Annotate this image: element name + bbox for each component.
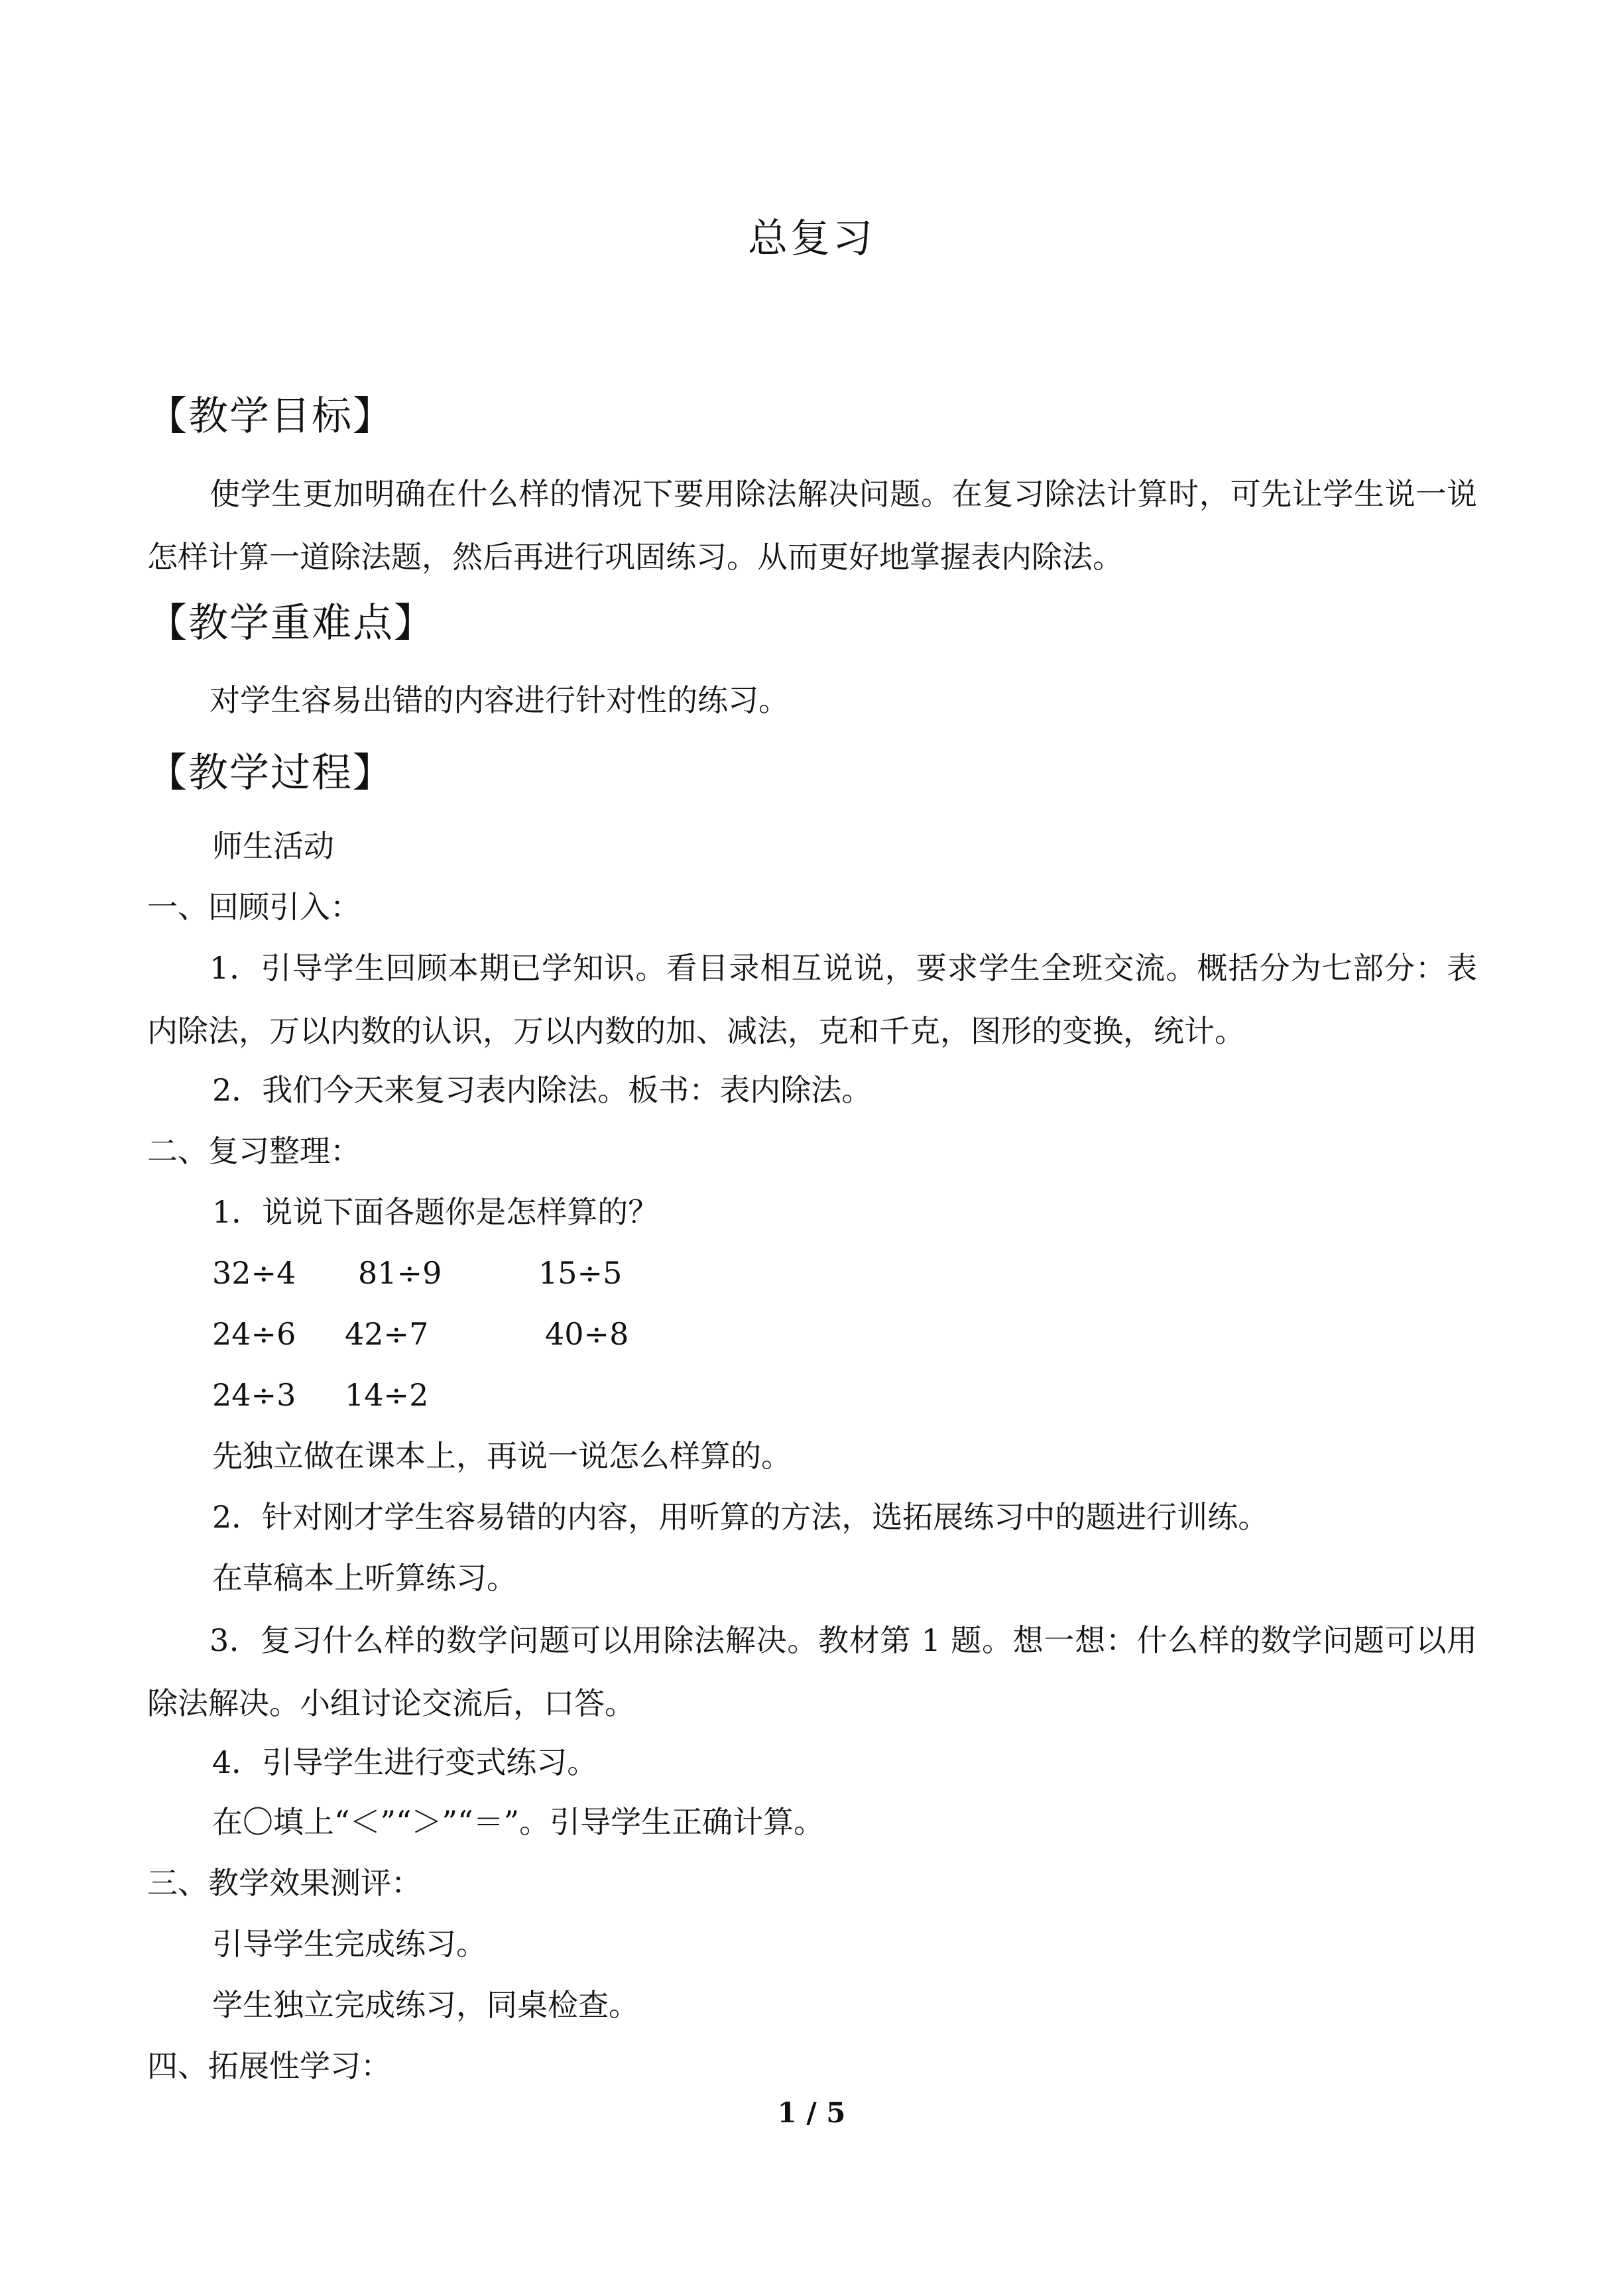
part2-note2: 在草稿本上听算练习。 [212,1560,517,1596]
part2-item3: 3．复习什么样的数学问题可以用除法解决。教材第 1 题。想一想：什么样的数学问题可以用除法解决。小组讨论交流后，口答。 [147,1622,1477,1721]
expression: 14÷2 [345,1377,429,1413]
process-heading: 【教学过程】 [147,750,394,796]
part1-heading: 一、回顾引入： [147,889,361,925]
part2-note4: 在〇填上“＜”“＞”“＝”。引导学生正确计算。 [212,1804,825,1840]
part3-line1: 引导学生完成练习。 [212,1926,487,1962]
part3-heading: 三、教学效果测评： [147,1865,422,1901]
part2-note1: 先独立做在课本上，再说一说怎么样算的。 [212,1438,792,1474]
objectives-paragraph: 使学生更加明确在什么样的情况下要用除法解决问题。在复习除法计算时，可先让学生说一说怎样计算一道除法题，然后再进行巩固练习。从而更好地掌握表内除法。 [147,476,1477,575]
part1-item2: 2．我们今天来复习表内除法。板书：表内除法。 [212,1072,872,1108]
expression: 81÷9 [358,1255,442,1291]
expression: 42÷7 [345,1316,429,1352]
expression: 24÷3 [212,1377,296,1413]
expression: 15÷5 [538,1255,623,1291]
difficulty-text: 对学生容易出错的内容进行针对性的练习。 [210,682,789,718]
part1-item1: 1．引导学生回顾本期已学知识。看目录相互说说，要求学生全班交流。概括分为七部分：表内除法，万以内数的认识，万以内数的加、减法，克和千克，图形的变换，统计。 [147,950,1477,1049]
page-number: 1 / 5 [777,2096,846,2129]
part2-item2: 2．针对刚才学生容易错的内容，用听算的方法，选拓展练习中的题进行训练。 [212,1499,1269,1535]
expression: 40÷8 [545,1316,629,1352]
expression: 24÷6 [212,1316,296,1352]
activity-label: 师生活动 [212,828,334,864]
page-title: 总复习 [748,215,875,262]
part4-heading: 四、拓展性学习： [147,2048,391,2084]
difficulty-heading: 【教学重难点】 [147,600,435,646]
expression: 32÷4 [212,1255,296,1291]
objectives-heading: 【教学目标】 [147,393,394,440]
part2-heading: 二、复习整理： [147,1133,361,1169]
part2-item4: 4．引导学生进行变式练习。 [212,1744,598,1780]
part3-line2: 学生独立完成练习，同桌检查。 [212,1987,639,2023]
part2-item1: 1．说说下面各题你是怎样算的？ [212,1194,659,1230]
